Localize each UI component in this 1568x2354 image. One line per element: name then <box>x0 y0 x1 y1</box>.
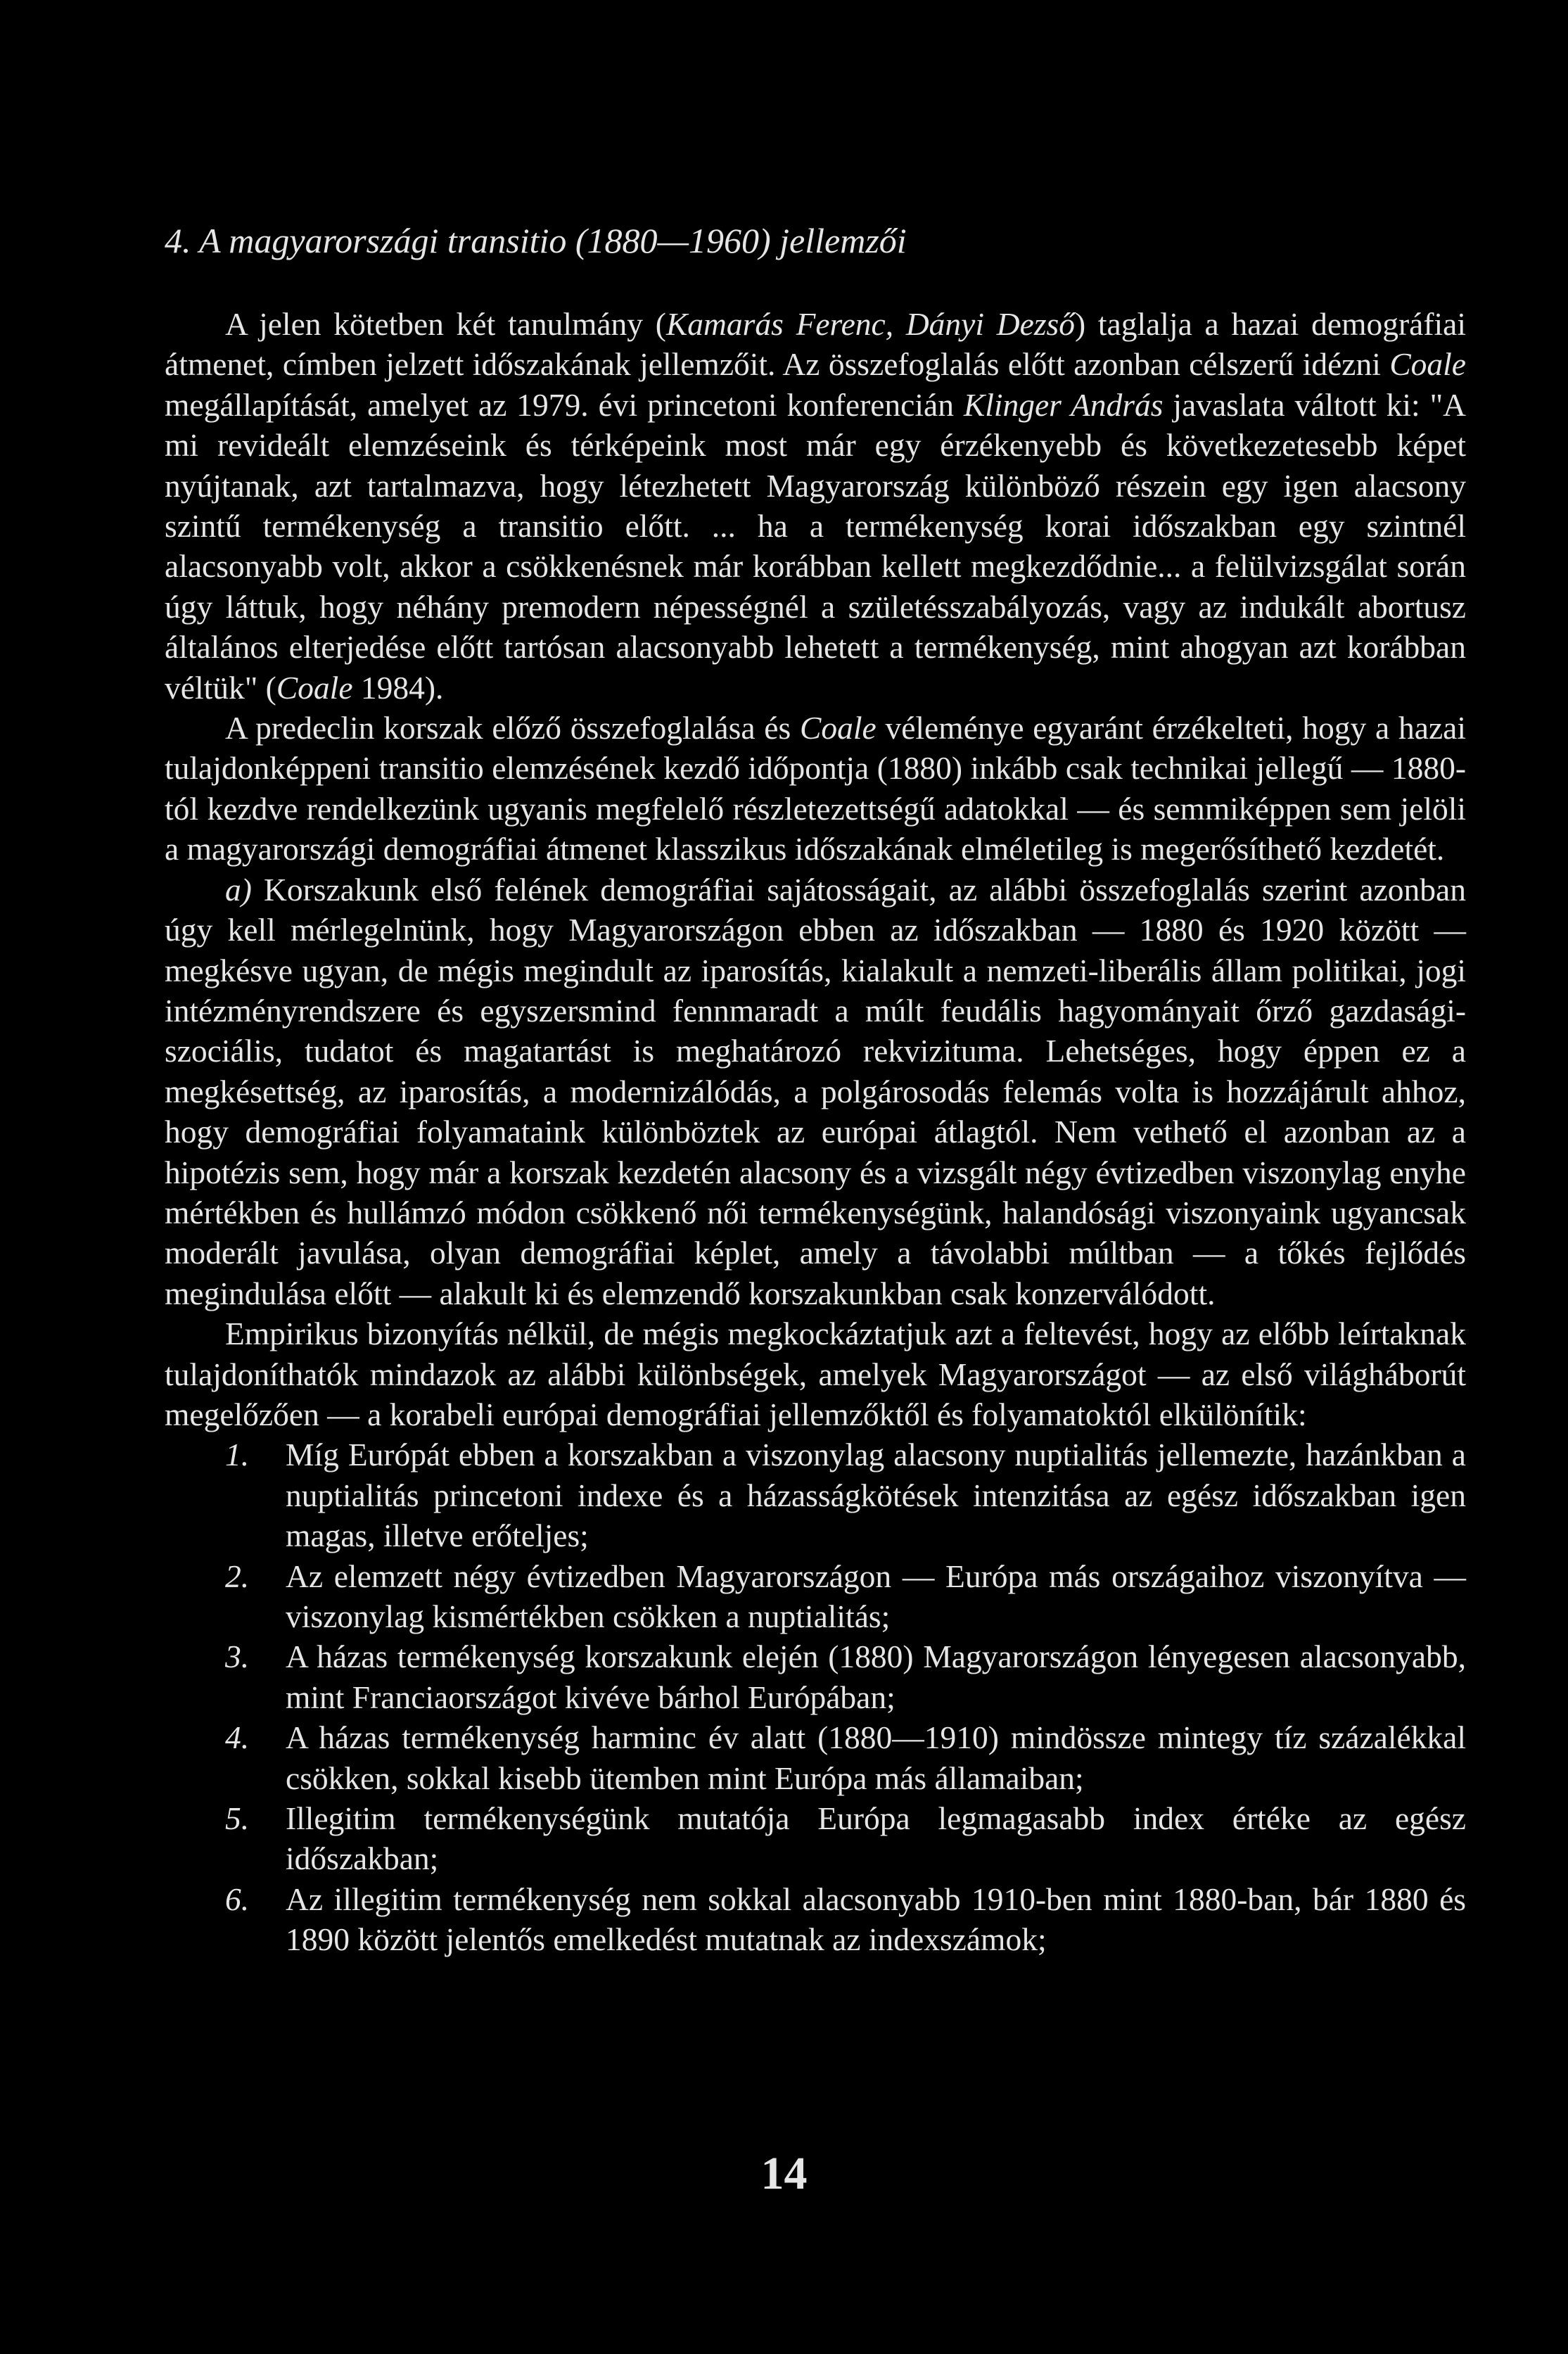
list-item-text: A házas termékenység harminc év alatt (1880—1910) mindössze mintegy tíz százalékkal csökken, sokkal kisebb ütemben mint Európa más államaiban; <box>286 1719 1466 1796</box>
list-item-text: Míg Európát ebben a korszakban a viszonylag alacsony nuptialitás jellemezte, hazánkban a nuptialitás princetoni indexe és a házasságkötések intenzitása az egész időszakban igen magas, illetve erőteljes; <box>286 1437 1466 1554</box>
list-item-number: 3. <box>225 1639 250 1675</box>
intro-authors: Kamarás Ferenc, Dányi Dezső <box>665 306 1075 342</box>
predeclin-paragraph <box>165 708 1466 870</box>
list-item-text: Az elemzett négy évtizedben Magyarországon — Európa más országaihoz viszonyítva — viszonylag kismértékben csökken a nuptialitás; <box>286 1558 1466 1634</box>
list-item-text: Illegitim termékenységünk mutatója Európa legmagasabb index értéke az egész időszakban; <box>286 1800 1466 1877</box>
predeclin-coale: Coale <box>799 710 877 746</box>
intro-paragraph <box>165 304 1466 708</box>
list-item <box>165 1556 1466 1637</box>
list-item <box>165 1798 1466 1879</box>
intro-text-5: 1984). <box>352 669 444 706</box>
predeclin-text-2: véleménye egyaránt érzékelteti, hogy a hazai tulajdonképpeni transitio elemzésének kezdő időpontja (1880) inkább csak technikai jellegű — 1880-tól kezdve rendelkezünk ugyanis megfelelő részletezettségű adatokkal — és semmiképpen sem jelöli a magyarországi demográfiai átmenet klasszikus időszakának elméletileg is megerősíthető kezdetét. <box>165 710 1466 867</box>
list-item <box>165 1434 1466 1555</box>
section-a-text: Korszakunk első felének demográfiai sajátosságait, az alábbi összefoglalás szerint azonban úgy kell mérlegelnünk, hogy Magyarországon ebben az időszakban — 1880 és 1920 között — megkésve ugyan, de mégis megindult az iparosítás, kialakult a nemzeti-liberális állam politikai, jogi intézményrendszere és egyszersmind fennmaradt a múlt feudális hagyományait őrző gazdasági-szociális, tudatot és magatartást is meghatározó rekvizituma. Lehetséges, hogy éppen ez a megkésettség, az iparosítás, a modernizálódás, a polgárosodás felemás volta is hozzájárult ahhoz, hogy demográfiai folyamataink különböztek az európai átlagtól. Nem vethető el azonban az a hipotézis sem, hogy már a korszak kezdetén alacsony és a vizsgált négy évtizedben viszonylag enyhe mértékben és hullámzó módon csökkenő női termékenységünk, halandósági viszonyaink ugyancsak moderált javulása, olyan demográfiai képlet, amely a távolabbi múltban — a tőkés fejlődés megindulása előtt — alakult ki és elemzendő korszakunkban csak konzerválódott. <box>165 871 1466 1311</box>
differences-list <box>165 1434 1466 1959</box>
list-item-text: A házas termékenység korszakunk elején (1880) Magyarországon lényegesen alacsonyabb, mint Franciaországot kivéve bárhol Európában; <box>286 1639 1466 1715</box>
list-item-number: 4. <box>225 1719 250 1756</box>
intro-quote: javaslata váltott ki: "A mi revideált elemzéseink és térképeink most már egy érzékenyebb és következetesebb képet nyújtanak, azt tartalmazva, hogy létezhetett Magyarország különböző részein egy igen alacsony szintű termékenység a transitio előtt. ... ha a termékenység korai időszakban egy szintnél alacsonyabb volt, akkor a csökkenésnek már korábban kellett megkezdődnie... a felülvizsgálat során úgy láttuk, hogy néhány premodern népességnél a születésszabályozás, vagy az indukált abortusz általános elterjedése előtt tartósan alacsonyabb lehetett a termékenység, mint ahogyan azt korábban véltük" ( <box>165 386 1466 706</box>
list-item-number: 2. <box>225 1558 250 1594</box>
list-item-number: 1. <box>225 1437 250 1473</box>
list-item <box>165 1879 1466 1960</box>
predeclin-text-1: A predeclin korszak előző összefoglalása és <box>225 710 800 746</box>
body-text <box>165 304 1466 1960</box>
section-a-label: a) <box>225 871 252 908</box>
intro-text-1: A jelen kötetben két tanulmány ( <box>225 306 666 342</box>
section-heading: 4. A magyarországi transitio (1880—1960) jellemzői <box>165 221 907 260</box>
list-item-number: 6. <box>225 1881 250 1917</box>
list-item <box>165 1717 1466 1798</box>
intro-text-3: megállapítását, amelyet az 1979. évi princetoni konferencián <box>165 386 964 423</box>
list-item-number: 5. <box>225 1800 250 1837</box>
intro-coale: Coale <box>1389 346 1466 383</box>
intro-klinger: Klinger András <box>963 386 1164 423</box>
page-number: 14 <box>760 2148 808 2199</box>
intro-coale-citation: Coale <box>276 669 353 706</box>
empirikus-paragraph: Empirikus bizonyítás nélkül, de mégis megkockáztatjuk azt a feltevést, hogy az előbb leírtaknak tulajdoníthatók mindazok az alábbi különbségek, amelyek Magyarországot — az első világháborút megelőzően — a korabeli európai demográfiai jellemzőktől és folyamatoktól elkülönítik: <box>165 1316 1466 1432</box>
section-a-paragraph <box>165 870 1466 1313</box>
intro-text-2: ) taglalja a hazai demográfiai átmenet, címben jelzett időszakának jellemzőit. Az összefoglalás előtt azonban célszerű idézni <box>165 306 1466 383</box>
list-item-text: Az illegitim termékenység nem sokkal alacsonyabb 1910-ben mint 1880-ban, bár 1880 és 1890 között jelentős emelkedést mutatnak az indexszámok; <box>286 1881 1466 1958</box>
list-item <box>165 1636 1466 1717</box>
